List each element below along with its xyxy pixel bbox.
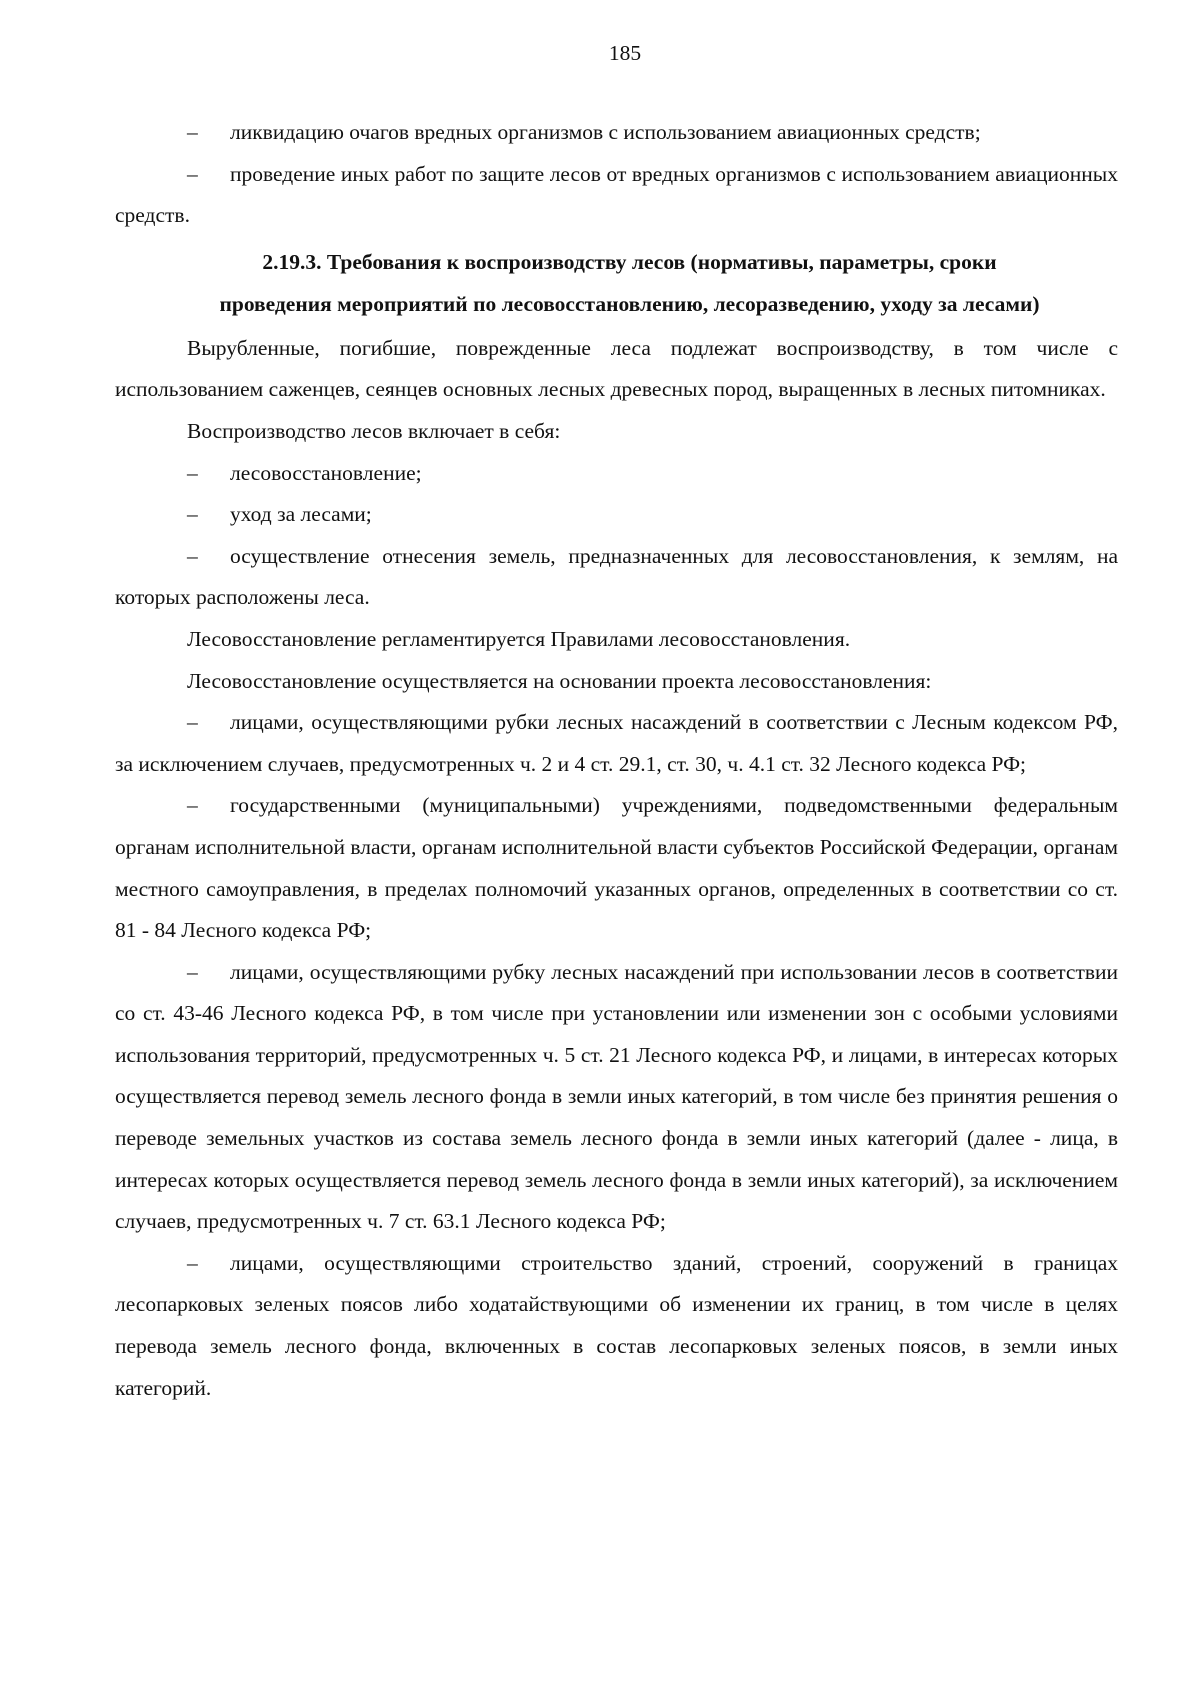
list-item-text: лесовосстановление; [230, 460, 422, 485]
page-number: 185 [608, 41, 642, 65]
section-heading-line-2: проведения мероприятий по лесовосстановлению, лесоразведению, уходу за лесами) [219, 291, 1040, 316]
list-item-text: уход за лесами; [230, 502, 372, 527]
section-heading-line-1: 2.19.3. Требования к воспроизводству лесов (нормативы, параметры, сроки [262, 249, 997, 274]
list-item [115, 112, 1118, 154]
list-dash: – [187, 793, 198, 818]
list-dash: – [187, 161, 198, 186]
list-item-text: государственными (муниципальными) учреждениями, подведомственными федеральным органам исполнительной власти, органам исполнительной власти субъектов Российской Федерации, органам местного самоуправления, в пределах полномочий указанных органов, определенных в соответствии со ст. 81 - 84 Лесного кодекса РФ; [115, 793, 1118, 943]
list-dash: – [187, 959, 198, 984]
list-item [115, 154, 1118, 237]
section-heading [115, 241, 1118, 325]
list-item [115, 453, 1118, 495]
list-item [115, 1243, 1118, 1409]
list-item [115, 536, 1118, 619]
paragraph: Воспроизводство лесов включает в себя: [187, 418, 561, 443]
list-item-text: проведение иных работ по защите лесов от вредных организмов с использованием авиационных средств. [115, 161, 1118, 228]
list-dash: – [187, 710, 198, 735]
list-dash: – [187, 460, 198, 485]
list-dash: – [187, 502, 198, 527]
list-dash: – [187, 120, 198, 144]
list-item [115, 702, 1118, 785]
paragraph: Лесовосстановление регламентируется Правилами лесовосстановления. [187, 626, 851, 651]
list-dash: – [187, 543, 198, 568]
list-item-text: лицами, осуществляющими рубки лесных насаждений в соответствии с Лесным кодексом РФ, за исключением случаев, предусмотренных ч. 2 и 4 ст. 29.1, ст. 30, ч. 4.1 ст. 32 Лесного кодекса РФ; [115, 710, 1118, 776]
list-item-text: ликвидацию очагов вредных организмов с использованием авиационных средств; [230, 120, 981, 144]
list-item-text: осуществление отнесения земель, предназначенных для лесовосстановления, к землям, на которых расположены леса. [115, 543, 1118, 610]
paragraph: Вырубленные, погибшие, поврежденные леса подлежат воспроизводству, в том числе с использованием саженцев, сеянцев основных лесных древесных пород, выращенных в лесных питомниках. [115, 335, 1118, 402]
list-item [115, 494, 1118, 536]
list-item-text: лицами, осуществляющими рубку лесных насаждений при использовании лесов в соответствии со ст. 43-46 Лесного кодекса РФ, в том числе при установлении или изменении зон с особыми условиями использования территорий, предусмотренных ч. 5 ст. 21 Лесного кодекса РФ, и лицами, в интересах которых осуществляется перевод земель лесного фонда в земли иных категорий, в том числе без принятия решения о переводе земельных участков из состава земель лесного фонда в земли иных категорий (далее - лица, в интересах которых осуществляется перевод земель лесного фонда в земли иных категорий), за исключением случаев, предусмотренных ч. 7 ст. 63.1 Лесного кодекса РФ; [115, 959, 1118, 1234]
paragraph: Лесовосстановление осуществляется на основании проекта лесовосстановления: [187, 668, 932, 693]
list-item [115, 952, 1118, 1243]
document-body [115, 112, 1118, 1409]
list-dash: – [187, 1250, 198, 1275]
list-item [115, 785, 1118, 951]
list-item-text: лицами, осуществляющими строительство зданий, строений, сооружений в границах лесопарковых зеленых поясов либо ходатайствующими об изменении их границ, в том числе в целях перевода земель лесного фонда, включенных в состав лесопарковых зеленых поясов, в земли иных категорий. [115, 1250, 1118, 1400]
